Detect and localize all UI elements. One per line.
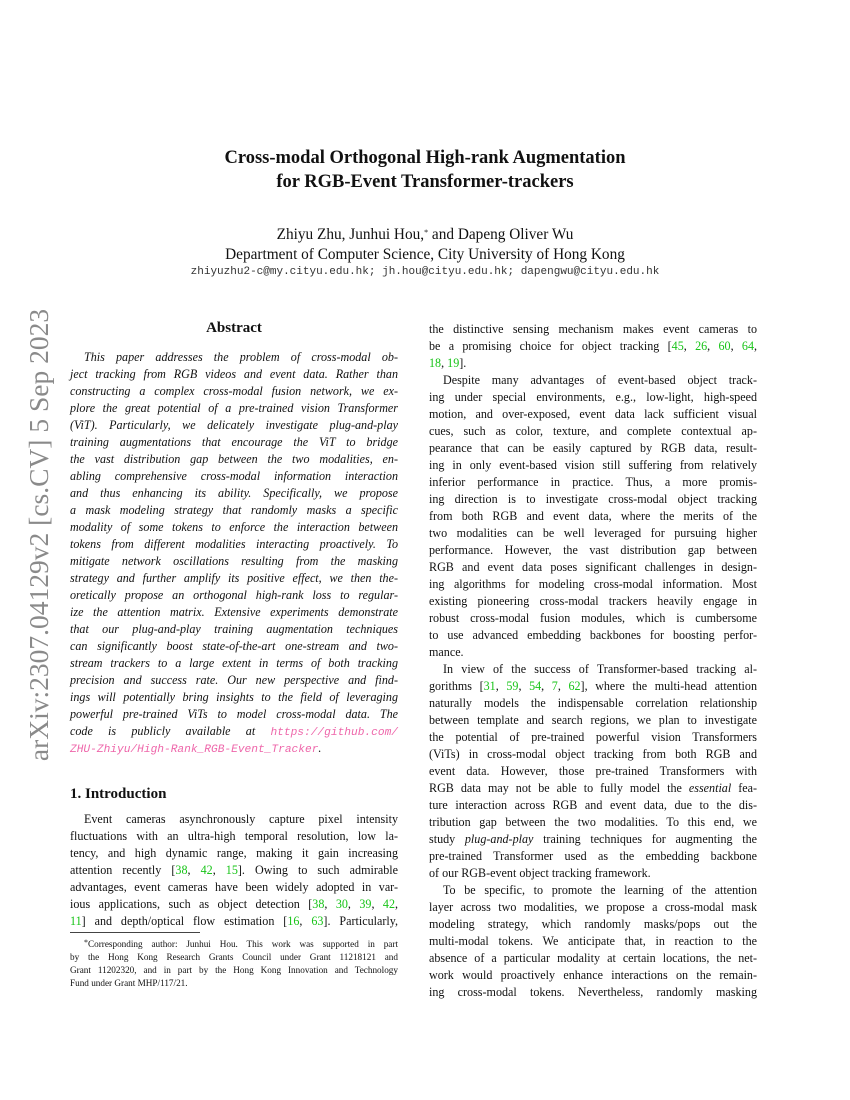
body-line: ing algorithms for modeling cross-modal information. Most: [429, 577, 757, 591]
intro-line: tency, and high dynamic range, making it gain increasing: [70, 846, 398, 860]
citation-link[interactable]: 38: [175, 863, 188, 877]
abstract-line: that our plug-and-play training augmentation techniques: [70, 622, 398, 636]
body-line: ing under special environments, e.g., low-light, high-speed: [429, 390, 757, 404]
text-span: fea-: [731, 781, 757, 795]
body-line: from both RGB and event data, where the merits of the: [429, 509, 757, 523]
abstract-line: stream trackers to a large extent in terms of both tracking: [70, 656, 398, 670]
abstract-line: mitigate network oscillations resulting from the masking: [70, 554, 398, 568]
body-line: modeling strategy, which randomly masks/pops out the: [429, 917, 757, 931]
code-url-link[interactable]: https://github.com/: [270, 727, 398, 739]
abstract-line: a mask modeling strategy that randomly masks a specific: [70, 503, 398, 517]
body-line: motion, and over-exposed, event data lack sufficient visual: [429, 407, 757, 421]
text-span: Fund under Grant MHP/117/21.: [70, 978, 188, 988]
body-line: between template and search regions, we plan to investigate: [429, 713, 757, 727]
title-line-1: Cross-modal Orthogonal High-rank Augmentation: [224, 148, 626, 168]
footnote-line: [70, 977, 398, 990]
body-line: the potential of pre-trained powerful vision Transformers: [429, 730, 757, 744]
abstract-line: strategy and further amplify its positive effect, we then the-: [70, 571, 398, 585]
body-line: RGB and event data poses significant challenges in design-: [429, 560, 757, 574]
body-line: layer across two modalities, we propose a cross-modal mask: [429, 900, 757, 914]
body-line: Despite many advantages of event-based object track-: [443, 373, 757, 387]
text-span: study: [429, 832, 465, 846]
abstract-line: plore the great potential of a pre-trained vision Transformer: [70, 401, 398, 415]
text-span: Corresponding author: Junhui Hou. This work was supported in part: [88, 939, 398, 949]
text-span: ]. Particularly,: [323, 914, 399, 928]
abstract-line: can significantly boost state-of-the-art one-stream and two-: [70, 639, 398, 653]
text-span: by the Hong Kong Research Grants Council under Grant 11218121 and: [70, 952, 398, 962]
body-line: multi-modal tokens. We anticipate that, in reaction to the: [429, 934, 757, 948]
citation-link[interactable]: 26: [695, 339, 708, 353]
footnote-line: [70, 938, 398, 951]
citation-link[interactable]: 42: [200, 863, 213, 877]
author-names: [0, 225, 850, 245]
code-url-link[interactable]: ZHU-Zhiyu/High-Rank_RGB-Event_Tracker: [70, 744, 319, 756]
citation-link[interactable]: 62: [568, 679, 581, 693]
author-block: [0, 225, 850, 265]
intro-line: Event cameras asynchronously capture pixel intensity: [84, 812, 398, 826]
body-line: To be specific, to promote the learning of the attention: [443, 883, 757, 897]
body-line: 18, 19].: [429, 356, 467, 370]
intro-line: ious applications, such as object detection [38, 30, 39, 42,: [70, 897, 399, 911]
body-line: inferior performance in practice. Thus, a more promis-: [429, 475, 757, 489]
arxiv-identifier: arXiv:2307.04129v2 [cs.CV] 5 Sep 2023: [23, 308, 54, 762]
emphasis-text: plug-and-play: [464, 832, 534, 846]
authors-last: and Dapeng Oliver Wu: [428, 226, 574, 243]
citation-link[interactable]: 38: [312, 897, 325, 911]
text-span: ]. Owing to such admirable: [237, 863, 399, 877]
text-span: ], where the multi-head attention: [580, 679, 758, 693]
intro-line: 11] and depth/optical flow estimation [16, 63]. Particularly,: [70, 914, 399, 928]
abstract-line: tokens from different modalities interacting proactively. To: [70, 537, 398, 551]
authors-first: Zhiyu Zhu, Junhui Hou,: [276, 226, 425, 243]
body-line: ing in only event-based vision still suffering from relatively: [429, 458, 757, 472]
citation-link[interactable]: 11: [70, 914, 82, 928]
body-line: work would proactively enhance interactions on the remain-: [429, 968, 757, 982]
abstract-line: modality of some tokens to enforce the interaction between: [70, 520, 398, 534]
footnote-line: [70, 951, 398, 964]
citation-link[interactable]: 59: [506, 679, 519, 693]
body-line: cues, such as color, texture, and complete contextual ap-: [429, 424, 757, 438]
footnote-mark: *: [84, 938, 88, 947]
author-emails: zhiyuzhu2-c@my.cityu.edu.hk; jh.hou@cityu.edu.hk; dapengwu@cityu.edu.hk: [190, 266, 660, 278]
text-span: RGB data may not be able to fully model the: [429, 781, 689, 795]
body-line: event data. However, those pre-trained Transformers with: [429, 764, 757, 778]
body-line: [429, 831, 757, 848]
abstract-line: the vast distribution gap between the two modalities, en-: [70, 452, 398, 466]
body-line: absence of a particular modality at certain locations, the net-: [429, 951, 757, 965]
body-line: robust cross-modal fusion modules, which is cumbersome: [429, 611, 757, 625]
arxiv-sidebar: [14, 300, 64, 770]
text-span: ] and depth/optical flow estimation [: [81, 914, 288, 928]
abstract-line: and thus enhancing its ability. Specifically, we propose: [70, 486, 398, 500]
footnote-rule: [70, 932, 200, 933]
body-line: (ViTs) in cross-modal object tracking from both RGB and: [429, 747, 757, 761]
body-line: mance.: [429, 645, 464, 659]
body-line: the distinctive sensing mechanism makes event cameras to: [429, 322, 757, 336]
citation-link[interactable]: 42: [382, 897, 396, 911]
body-line: ing cross-modal tokens. Nevertheless, randomly masking: [429, 985, 757, 999]
text-span: code is publicly available at: [70, 724, 271, 738]
citation-link[interactable]: 54: [529, 679, 542, 693]
body-line: performance. However, the vast distribution gap between: [429, 543, 757, 557]
body-line: be a promising choice for object tracking [45, 26, 60, 64,: [429, 339, 758, 353]
text-span: .: [318, 741, 322, 755]
body-line: pearance that can be easily captured by RGB data, result-: [429, 441, 757, 455]
text-span: training techniques for augmenting the: [533, 832, 757, 846]
intro-line: advantages, event cameras have been widely adopted in var-: [70, 880, 398, 894]
citation-link[interactable]: 30: [335, 897, 348, 911]
emphasis-text: essential: [688, 781, 732, 795]
abstract-heading: Abstract: [206, 320, 262, 336]
abstract-line: powerful pre-trained ViTs to model cross-modal data. The: [70, 707, 398, 721]
abstract-line: [70, 740, 398, 757]
citation-link[interactable]: 19: [447, 356, 460, 370]
citation-link[interactable]: 39: [359, 897, 372, 911]
intro-line: attention recently [38, 42, 15]. Owing to such admirable: [70, 863, 399, 877]
body-line: gorithms [31, 59, 54, 7, 62], where the multi-head attention: [429, 679, 758, 693]
citation-link[interactable]: 18: [429, 356, 442, 370]
body-line: of our RGB-event object tracking framework.: [429, 866, 651, 880]
body-line: to use advanced embedding backbones for boosting perfor-: [429, 628, 757, 642]
citation-link[interactable]: 31: [483, 679, 496, 693]
body-line: two modalities can be well leveraged for pursuing higher: [429, 526, 757, 540]
citation-link[interactable]: 15: [225, 863, 238, 877]
text-span: attention recently [: [70, 863, 176, 877]
abstract-line: abling comprehensive cross-modal information interaction: [70, 469, 398, 483]
text-span: Grant 11202320, and in part by the Hong Kong Innovation and Technology: [70, 965, 398, 975]
body-line: ture interaction across RGB and event data, due to the dis-: [429, 798, 757, 812]
body-line: naturally models the indispensable correlation relationship: [429, 696, 757, 710]
abstract-line: training augmentations that encourage the ViT to bridge: [70, 435, 398, 449]
footnote-line: [70, 964, 398, 977]
body-line: In view of the success of Transformer-based tracking al-: [443, 662, 757, 676]
text-span: be a promising choice for object tracking [: [429, 339, 672, 353]
corresponding-mark: *: [424, 228, 429, 237]
citation-link[interactable]: 63: [311, 914, 324, 928]
abstract-line: (ViT). Particularly, we delicately investigate plug-and-play: [70, 418, 398, 432]
abstract-line: precision and success rate. Our new perspective and find-: [70, 673, 398, 687]
abstract-line: ize the attention matrix. Extensive experiments demonstrate: [70, 605, 398, 619]
abstract-line: [70, 723, 398, 740]
citation-link[interactable]: 7: [551, 679, 558, 693]
body-line: tribution gap between the two modalities. To this end, we: [429, 815, 757, 829]
abstract-line: oretically propose an orthogonal high-rank loss to regular-: [70, 588, 398, 602]
citation-link[interactable]: 16: [287, 914, 300, 928]
section-heading-introduction: 1. Introduction: [70, 786, 167, 802]
abstract-line: ings will potentially bring insights to the field of leveraging: [70, 690, 398, 704]
citation-link[interactable]: 64: [741, 339, 754, 353]
abstract-line: This paper addresses the problem of cross-modal ob-: [84, 350, 398, 364]
body-line: ing direction is to investigate cross-modal object tracking: [429, 492, 757, 506]
affiliation: Department of Computer Science, City University of Hong Kong: [225, 246, 625, 263]
body-line: [429, 780, 757, 797]
text-span: gorithms [: [429, 679, 484, 693]
text-span: ious applications, such as object detection [: [70, 897, 313, 911]
citation-link[interactable]: 60: [718, 339, 731, 353]
body-line: existing pioneering cross-modal trackers heavily engage in: [429, 594, 757, 608]
body-line: pre-trained Transformer used as the embedding backbone: [429, 849, 757, 863]
citation-link[interactable]: 45: [671, 339, 684, 353]
abstract-line: ject tracking from RGB videos and event data. Rather than: [70, 367, 398, 381]
paper-title: [0, 146, 850, 194]
title-line-2: for RGB-Event Transformer-trackers: [276, 172, 574, 192]
abstract-line: constructing a complex cross-modal fusion network, we ex-: [70, 384, 398, 398]
intro-line: fluctuations with an ultra-high temporal resolution, low la-: [70, 829, 398, 843]
